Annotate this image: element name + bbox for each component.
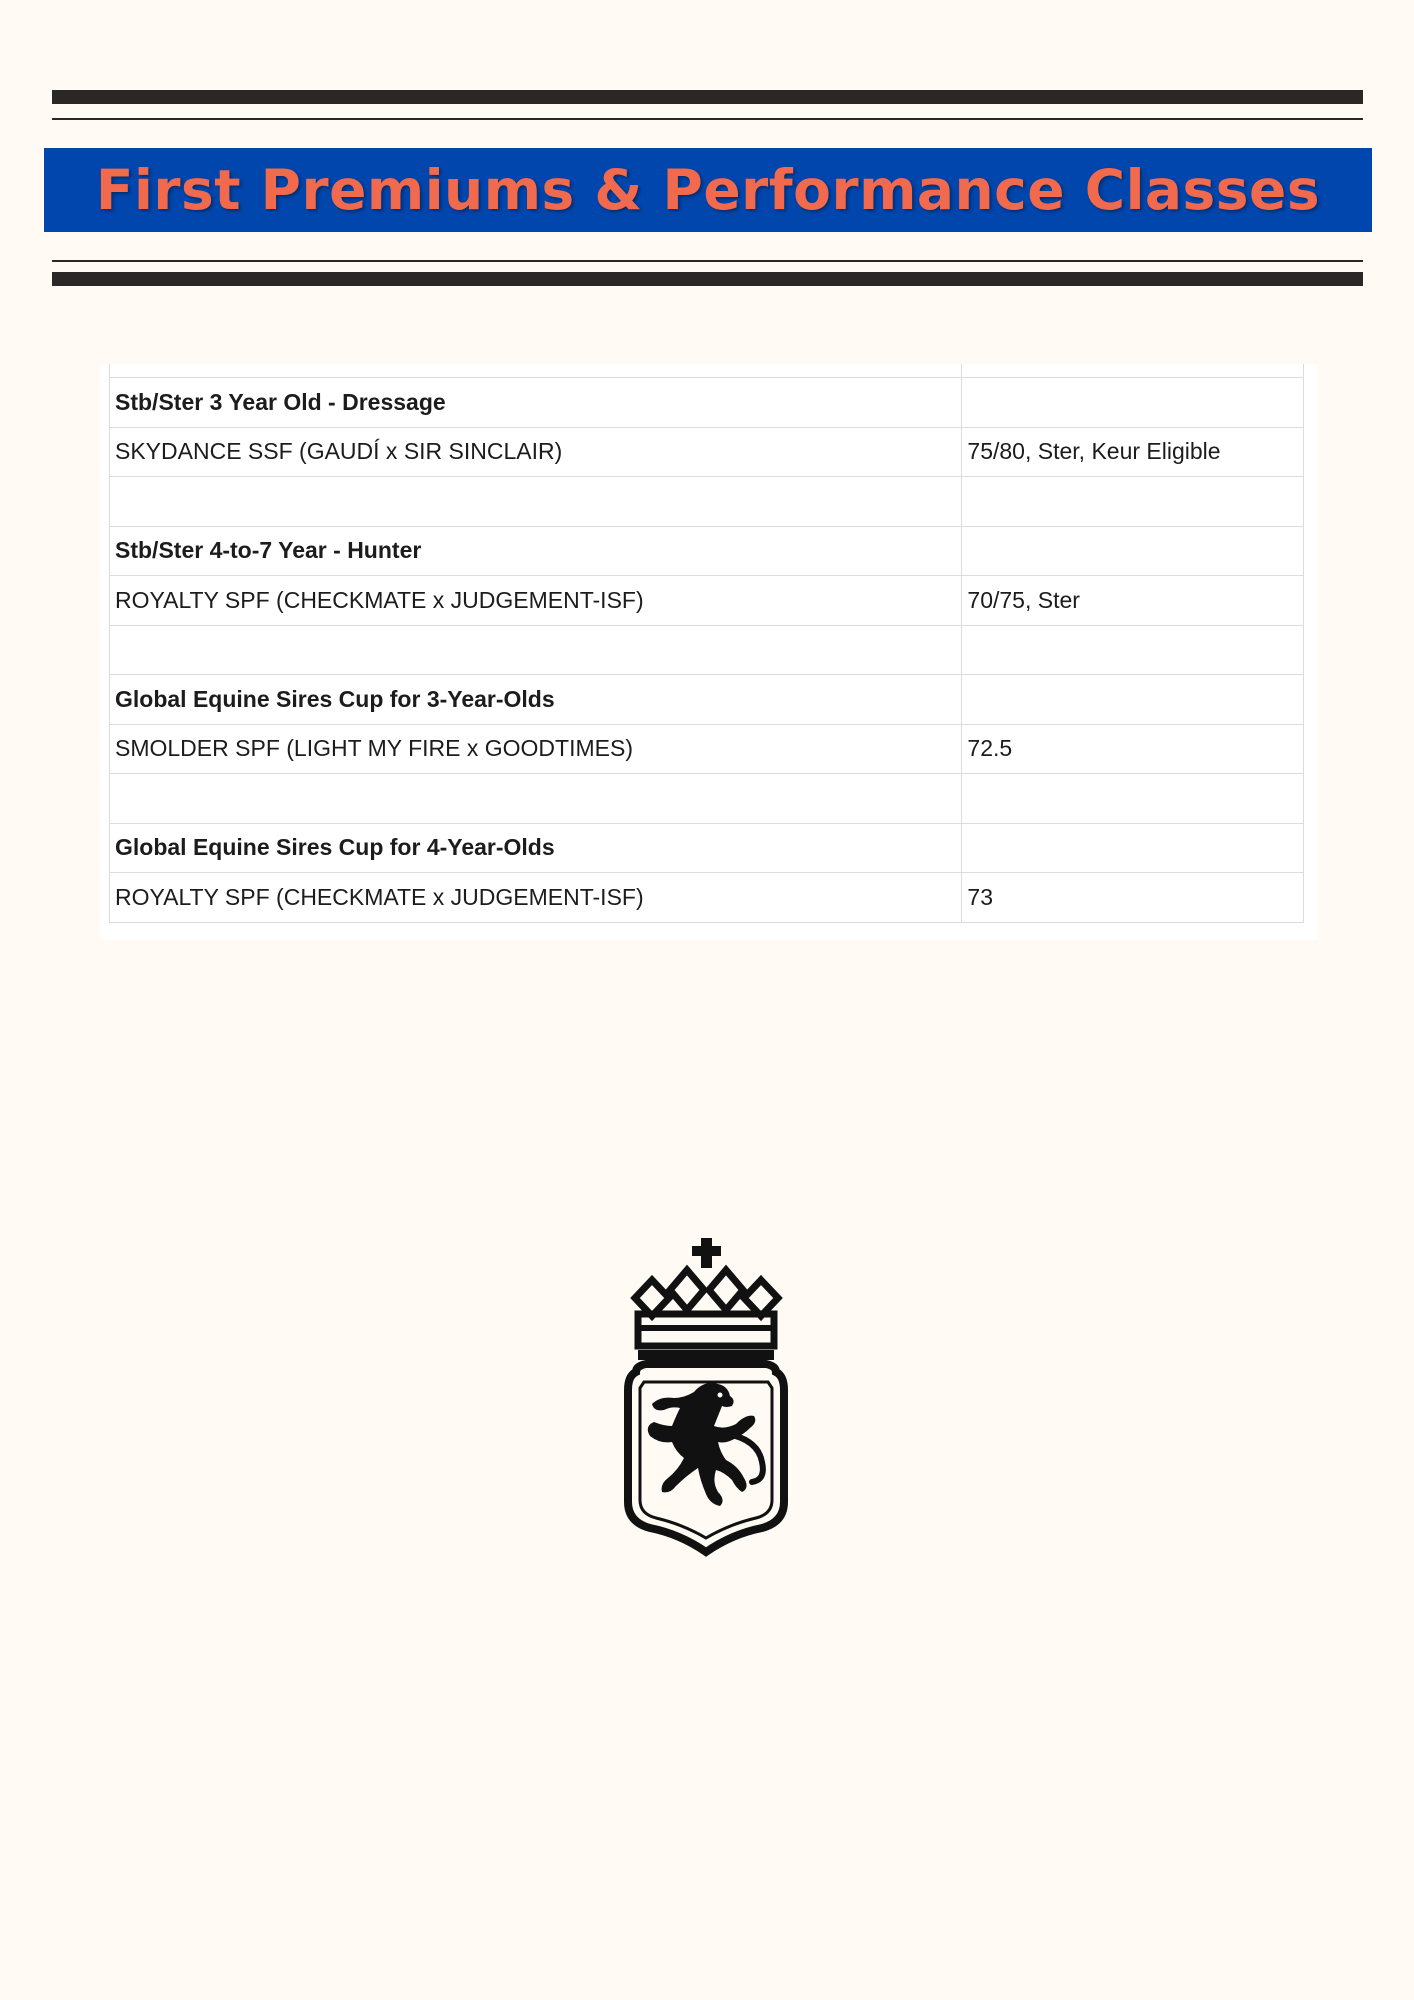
table-row xyxy=(110,873,1304,923)
table-row xyxy=(110,526,1304,576)
score-cell xyxy=(962,526,1304,576)
table-top-strip xyxy=(110,364,1304,378)
class-heading: Global Equine Sires Cup for 4-Year-Olds xyxy=(110,823,962,873)
crown-cross xyxy=(692,1246,721,1256)
table-cell xyxy=(962,774,1304,824)
title-banner xyxy=(44,148,1372,232)
table-row xyxy=(110,378,1304,428)
horse-name-cell: SMOLDER SPF (LIGHT MY FIRE x GOODTIMES) xyxy=(110,724,962,774)
bottom-thick-rule xyxy=(52,272,1363,286)
table-cell xyxy=(110,625,962,675)
table-cell xyxy=(962,364,1304,378)
lion-eye xyxy=(718,1393,723,1398)
table-cell xyxy=(110,364,962,378)
table-row xyxy=(110,675,1304,725)
table-row xyxy=(110,774,1304,824)
results-table-panel xyxy=(100,364,1318,940)
table-row xyxy=(110,625,1304,675)
page-title: First Premiums & Performance Classes xyxy=(95,158,1321,222)
crown-base xyxy=(638,1350,774,1360)
score-cell xyxy=(962,378,1304,428)
bottom-thin-rule xyxy=(52,260,1363,262)
score-cell xyxy=(962,675,1304,725)
crown-diamond xyxy=(670,1270,704,1310)
score-cell: 70/75, Ster xyxy=(962,576,1304,626)
top-thick-rule xyxy=(52,90,1363,104)
table-cell xyxy=(110,774,962,824)
table-row xyxy=(110,427,1304,477)
class-heading: Stb/Ster 3 Year Old - Dressage xyxy=(110,378,962,428)
table-row xyxy=(110,477,1304,527)
horse-name-cell: ROYALTY SPF (CHECKMATE x JUDGEMENT-ISF) xyxy=(110,576,962,626)
table-row xyxy=(110,576,1304,626)
table-row xyxy=(110,823,1304,873)
score-cell: 73 xyxy=(962,873,1304,923)
crown-diamond xyxy=(709,1270,743,1310)
table-cell xyxy=(962,625,1304,675)
class-heading: Stb/Ster 4-to-7 Year - Hunter xyxy=(110,526,962,576)
table-cell xyxy=(962,477,1304,527)
score-cell xyxy=(962,823,1304,873)
class-heading: Global Equine Sires Cup for 3-Year-Olds xyxy=(110,675,962,725)
horse-name-cell: ROYALTY SPF (CHECKMATE x JUDGEMENT-ISF) xyxy=(110,873,962,923)
table-row xyxy=(110,724,1304,774)
table-cell xyxy=(110,477,962,527)
crown-band-line xyxy=(638,1325,774,1331)
crowned-lion-crest-icon xyxy=(620,1230,792,1560)
horse-name-cell: SKYDANCE SSF (GAUDÍ x SIR SINCLAIR) xyxy=(110,427,962,477)
top-thin-rule xyxy=(52,118,1363,120)
score-cell: 75/80, Ster, Keur Eligible xyxy=(962,427,1304,477)
results-table xyxy=(109,364,1304,923)
score-cell: 72.5 xyxy=(962,724,1304,774)
